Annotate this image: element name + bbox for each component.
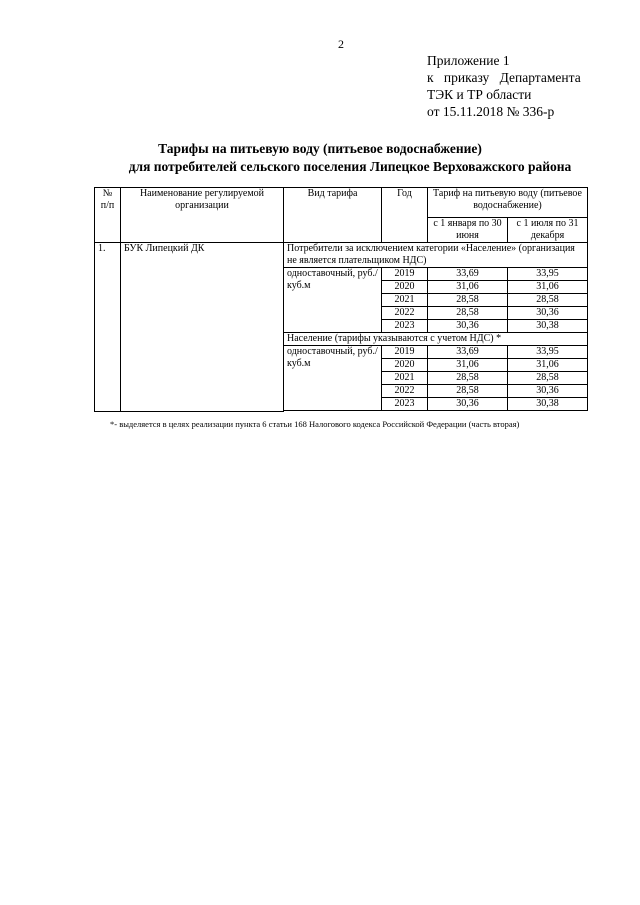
tariff-h2-cell: 31,06: [508, 359, 588, 372]
year-cell: 2022: [382, 385, 428, 398]
tariff-h2-cell: 30,38: [508, 320, 588, 333]
tariff-h2-cell: 30,36: [508, 385, 588, 398]
category-label: Население (тарифы указываются с учетом НДС) *: [284, 333, 588, 346]
year-cell: 2021: [382, 294, 428, 307]
appendix-line-2: к приказу Департамента: [427, 70, 581, 85]
header-organization: Наименование регулируемой организации: [121, 188, 284, 243]
tariff-h2-cell: 28,58: [508, 372, 588, 385]
tariff-h1-cell: 31,06: [428, 359, 508, 372]
tariff-h1-cell: 30,36: [428, 320, 508, 333]
tariff-type: одноставочный, руб./куб.м: [284, 268, 382, 333]
year-cell: 2021: [382, 372, 428, 385]
tariff-h2-cell: 28,58: [508, 294, 588, 307]
tariff-h1-cell: 28,58: [428, 385, 508, 398]
tariff-h2-cell: 31,06: [508, 281, 588, 294]
year-cell: 2023: [382, 398, 428, 411]
tariff-h1-cell: 30,36: [428, 398, 508, 411]
year-cell: 2020: [382, 359, 428, 372]
organization-name: БУК Липецкий ДК: [121, 243, 284, 412]
row-number: 1.: [95, 243, 121, 412]
tariff-h1-cell: 33,69: [428, 268, 508, 281]
tariff-h2-cell: 30,36: [508, 307, 588, 320]
tariff-table: [94, 187, 588, 412]
tariff-h1-cell: 33,69: [428, 346, 508, 359]
document-title: [0, 140, 640, 176]
year-cell: 2022: [382, 307, 428, 320]
tariff-h2-cell: 33,95: [508, 268, 588, 281]
header-tariff: Тариф на питьевую воду (питьевое водоснабжение): [428, 188, 588, 218]
tariff-h1-cell: 28,58: [428, 294, 508, 307]
appendix-line-3: ТЭК и ТР области: [427, 87, 532, 102]
tariff-h1-cell: 31,06: [428, 281, 508, 294]
header-period-1: с 1 января по 30 июня: [428, 218, 508, 243]
footnote: *- выделяется в целях реализации пункта 6 статьи 168 Налогового кодекса Российской Федерации (часть вторая): [110, 419, 520, 429]
header-year: Год: [382, 188, 428, 243]
tariff-type: одноставочный, руб./куб.м: [284, 346, 382, 411]
title-line-2: для потребителей сельского поселения Липецкое Верховажского района: [128, 159, 572, 174]
title-line-1: Тарифы на питьевую воду (питьевое водоснабжение): [158, 141, 482, 156]
page-number: 2: [338, 37, 344, 51]
year-cell: 2019: [382, 346, 428, 359]
tariff-h2-cell: 33,95: [508, 346, 588, 359]
tariff-h1-cell: 28,58: [428, 372, 508, 385]
category-label: Потребители за исключением категории «Население» (организация не является плательщиком НДС): [284, 243, 588, 268]
appendix-line-1: Приложение 1: [427, 53, 510, 68]
year-cell: 2023: [382, 320, 428, 333]
year-cell: 2020: [382, 281, 428, 294]
tariff-h2-cell: 30,38: [508, 398, 588, 411]
header-tariff-type: Вид тарифа: [284, 188, 382, 243]
header-period-2: с 1 июля по 31 декабря: [508, 218, 588, 243]
appendix-line-4: от 15.11.2018 № 336-р: [427, 104, 555, 119]
appendix-header: [427, 52, 607, 120]
tariff-h1-cell: 28,58: [428, 307, 508, 320]
year-cell: 2019: [382, 268, 428, 281]
header-num: № п/п: [95, 188, 121, 243]
